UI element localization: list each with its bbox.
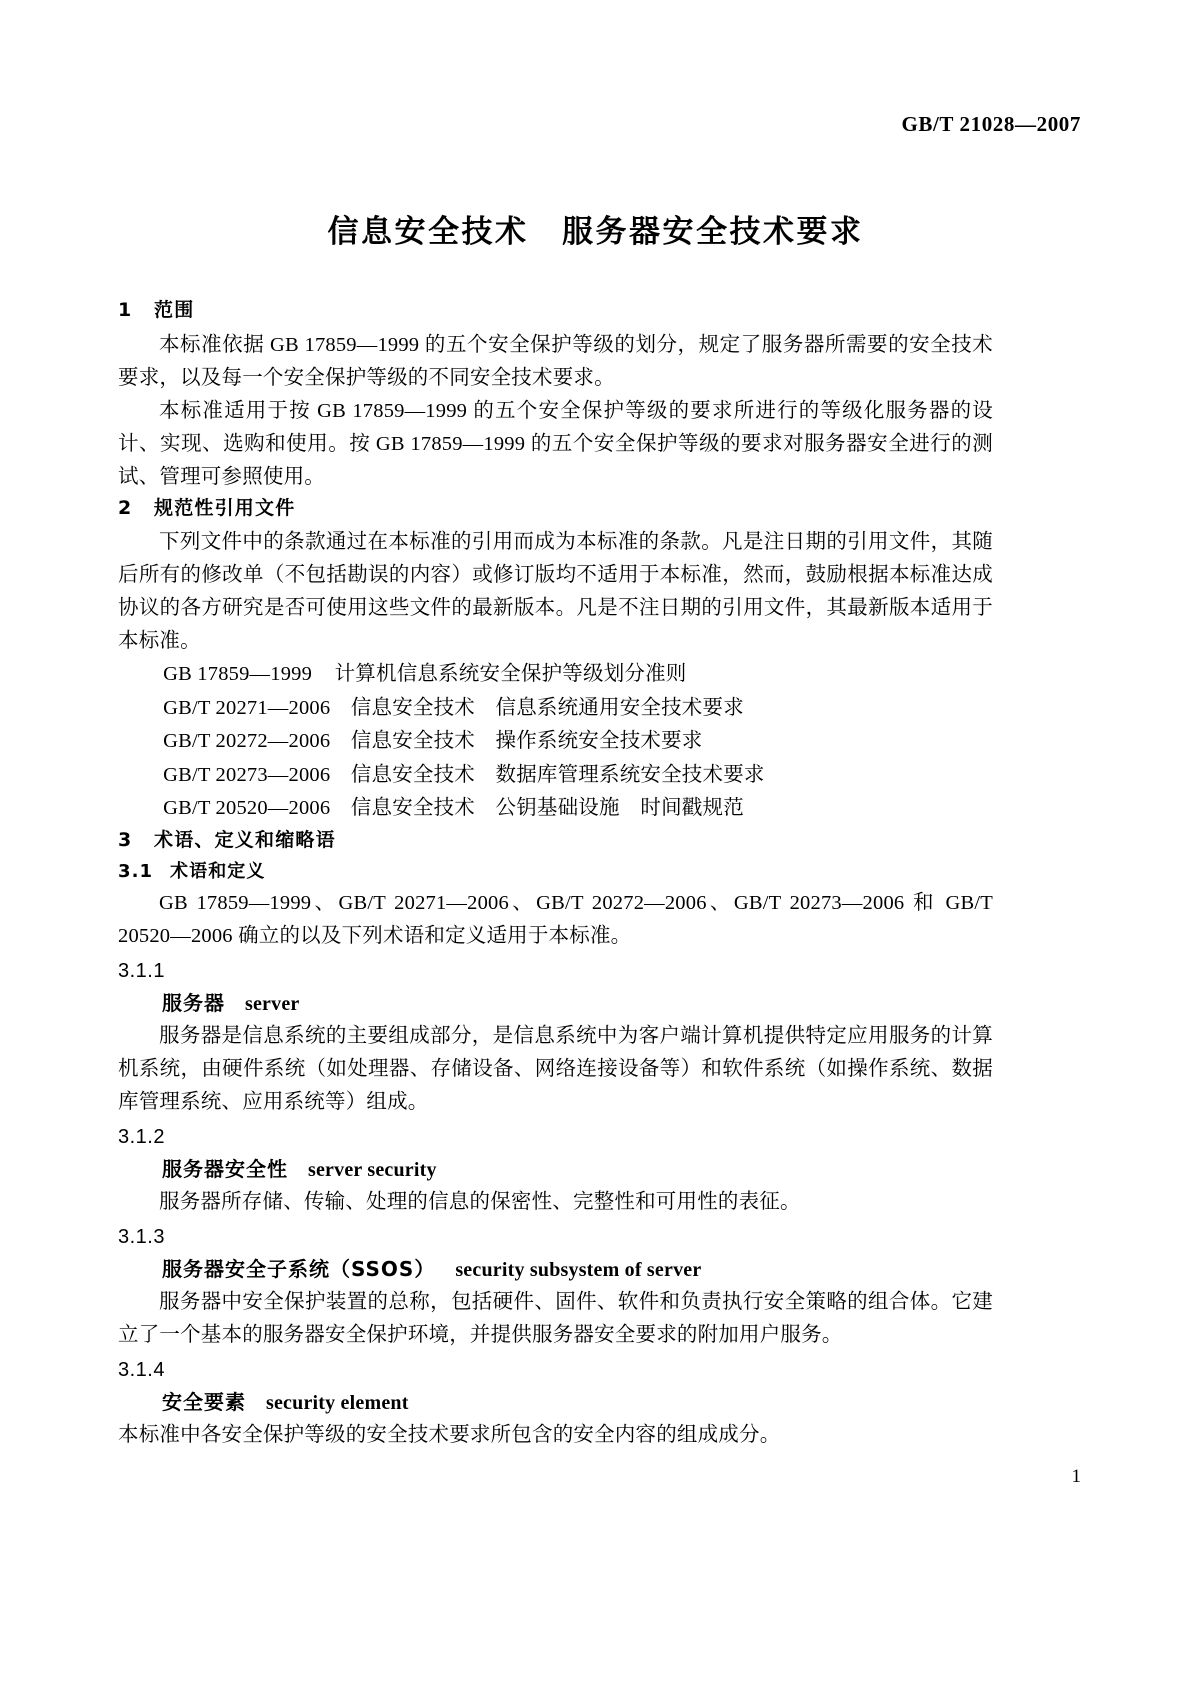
term-headword — [118, 987, 993, 1020]
normative-references-list — [118, 658, 993, 826]
page-title: 信息安全技术 服务器安全技术要求 — [327, 214, 864, 250]
running-header-standard-number: GB/T 21028—2007 — [901, 112, 1081, 136]
term-headword — [118, 1153, 993, 1186]
term-name-cn: 服务器安全性 — [162, 1157, 288, 1181]
reference-title-part1: 信息安全技术 — [350, 763, 475, 786]
subsection-heading-3-1 — [118, 858, 993, 885]
reference-title-part1: 信息安全技术 — [350, 797, 475, 819]
term-number: 3.1.1 — [118, 960, 165, 982]
term-entry — [118, 1222, 993, 1352]
term-definition: 服务器中安全保护装置的总称，包括硬件、固件、软件和负责执行安全策略的组合体。它建立了一个基本的服务器安全保护环境，并提供服务器安全要求的附加用户服务。 — [118, 1291, 993, 1346]
reference-item — [118, 658, 993, 692]
section-heading-1 — [118, 296, 993, 325]
term-name-en: server security — [308, 1159, 437, 1181]
reference-title-part1: 信息安全技术 — [350, 730, 475, 752]
term-headword — [118, 1386, 993, 1419]
reference-title-part1: 计算机信息系统安全保护等级划分准则 — [334, 663, 687, 685]
reference-item — [118, 692, 993, 726]
term-name-en: security subsystem of server — [455, 1259, 702, 1281]
reference-item — [118, 792, 993, 826]
section-title-1: 范围 — [154, 299, 195, 321]
section-title-2: 规范性引用文件 — [154, 496, 296, 519]
section-heading-2 — [118, 494, 993, 523]
term-entry — [118, 1122, 993, 1219]
reference-code: GB/T 20271—2006 — [163, 696, 331, 719]
subsection-3-1-intro: GB 17859—1999、GB/T 20271—2006、GB/T 20272—2006、GB/T 20273—2006 和 GB/T 20520—2006 确立的以及下列术语和定义适用于本标准。 — [118, 892, 993, 947]
section-heading-3 — [118, 826, 993, 855]
section-2-paragraph-1: 下列文件中的条款通过在本标准的引用而成为本标准的条款。凡是注日期的引用文件，其随后所有的修改单（不包括勘误的内容）或修订版均不适用于本标准，然而，鼓励根据本标准达成协议的各方研究是否可使用这些文件的最新版本。凡是不注日期的引用文件，其最新版本适用于本标准。 — [118, 531, 993, 652]
term-entry — [118, 956, 993, 1119]
reference-title-part2: 数据库管理系统安全技术要求 — [495, 763, 765, 786]
term-definition: 服务器是信息系统的主要组成部分，是信息系统中为客户端计算机提供特定应用服务的计算机系统，由硬件系统（如处理器、存储设备、网络连接设备等）和软件系统（如操作系统、数据库管理系统、应用系统等）组成。 — [118, 1025, 993, 1113]
section-1-paragraph-1: 本标准依据 GB 17859—1999 的五个安全保护等级的划分，规定了服务器所需要的安全技术要求，以及每一个安全保护等级的不同安全技术要求。 — [118, 333, 993, 389]
section-number-3: 3 — [118, 828, 133, 851]
term-name-en: server — [245, 993, 300, 1015]
term-definition: 服务器所存储、传输、处理的信息的保密性、完整性和可用性的表征。 — [159, 1191, 801, 1213]
term-headword — [118, 1253, 993, 1286]
reference-title-part2: 信息系统通用安全技术要求 — [495, 696, 744, 719]
reference-title-part2: 操作系统安全技术要求 — [495, 730, 703, 752]
term-entry — [118, 1355, 993, 1452]
term-name-cn: 服务器安全子系统（SSOS） — [162, 1257, 436, 1281]
term-name-en: security element — [266, 1392, 409, 1414]
reference-title-part1: 信息安全技术 — [350, 696, 475, 719]
term-number: 3.1.3 — [118, 1226, 165, 1248]
subsection-title-3-1: 术语和定义 — [170, 861, 266, 882]
section-number-2: 2 — [118, 496, 133, 519]
reference-code: GB/T 20520—2006 — [163, 797, 331, 819]
reference-item — [118, 725, 993, 759]
section-1-paragraph-2: 本标准适用于按 GB 17859—1999 的五个安全保护等级的要求所进行的等级化服务器的设计、实现、选购和使用。按 GB 17859—1999 的五个安全保护等级的要求对服务器安全进行的测试、管理可参照使用。 — [118, 399, 993, 488]
reference-code: GB 17859—1999 — [163, 663, 313, 685]
section-number-1: 1 — [118, 299, 133, 321]
term-number: 3.1.2 — [118, 1126, 165, 1148]
section-title-3: 术语、定义和缩略语 — [154, 828, 336, 851]
reference-code: GB/T 20272—2006 — [163, 730, 331, 752]
document-body — [118, 296, 993, 1452]
reference-item — [118, 759, 993, 793]
reference-title-part2: 公钥基础设施 时间戳规范 — [495, 797, 744, 819]
term-name-cn: 服务器 — [162, 991, 225, 1015]
term-definition: 本标准中各安全保护等级的安全技术要求所包含的安全内容的组成成分。 — [118, 1424, 781, 1446]
reference-code: GB/T 20273—2006 — [163, 763, 331, 786]
term-name-cn: 安全要素 — [162, 1390, 246, 1414]
subsection-number-3-1: 3.1 — [118, 861, 154, 882]
term-number: 3.1.4 — [118, 1359, 165, 1381]
page-number: 1 — [1071, 1466, 1081, 1487]
